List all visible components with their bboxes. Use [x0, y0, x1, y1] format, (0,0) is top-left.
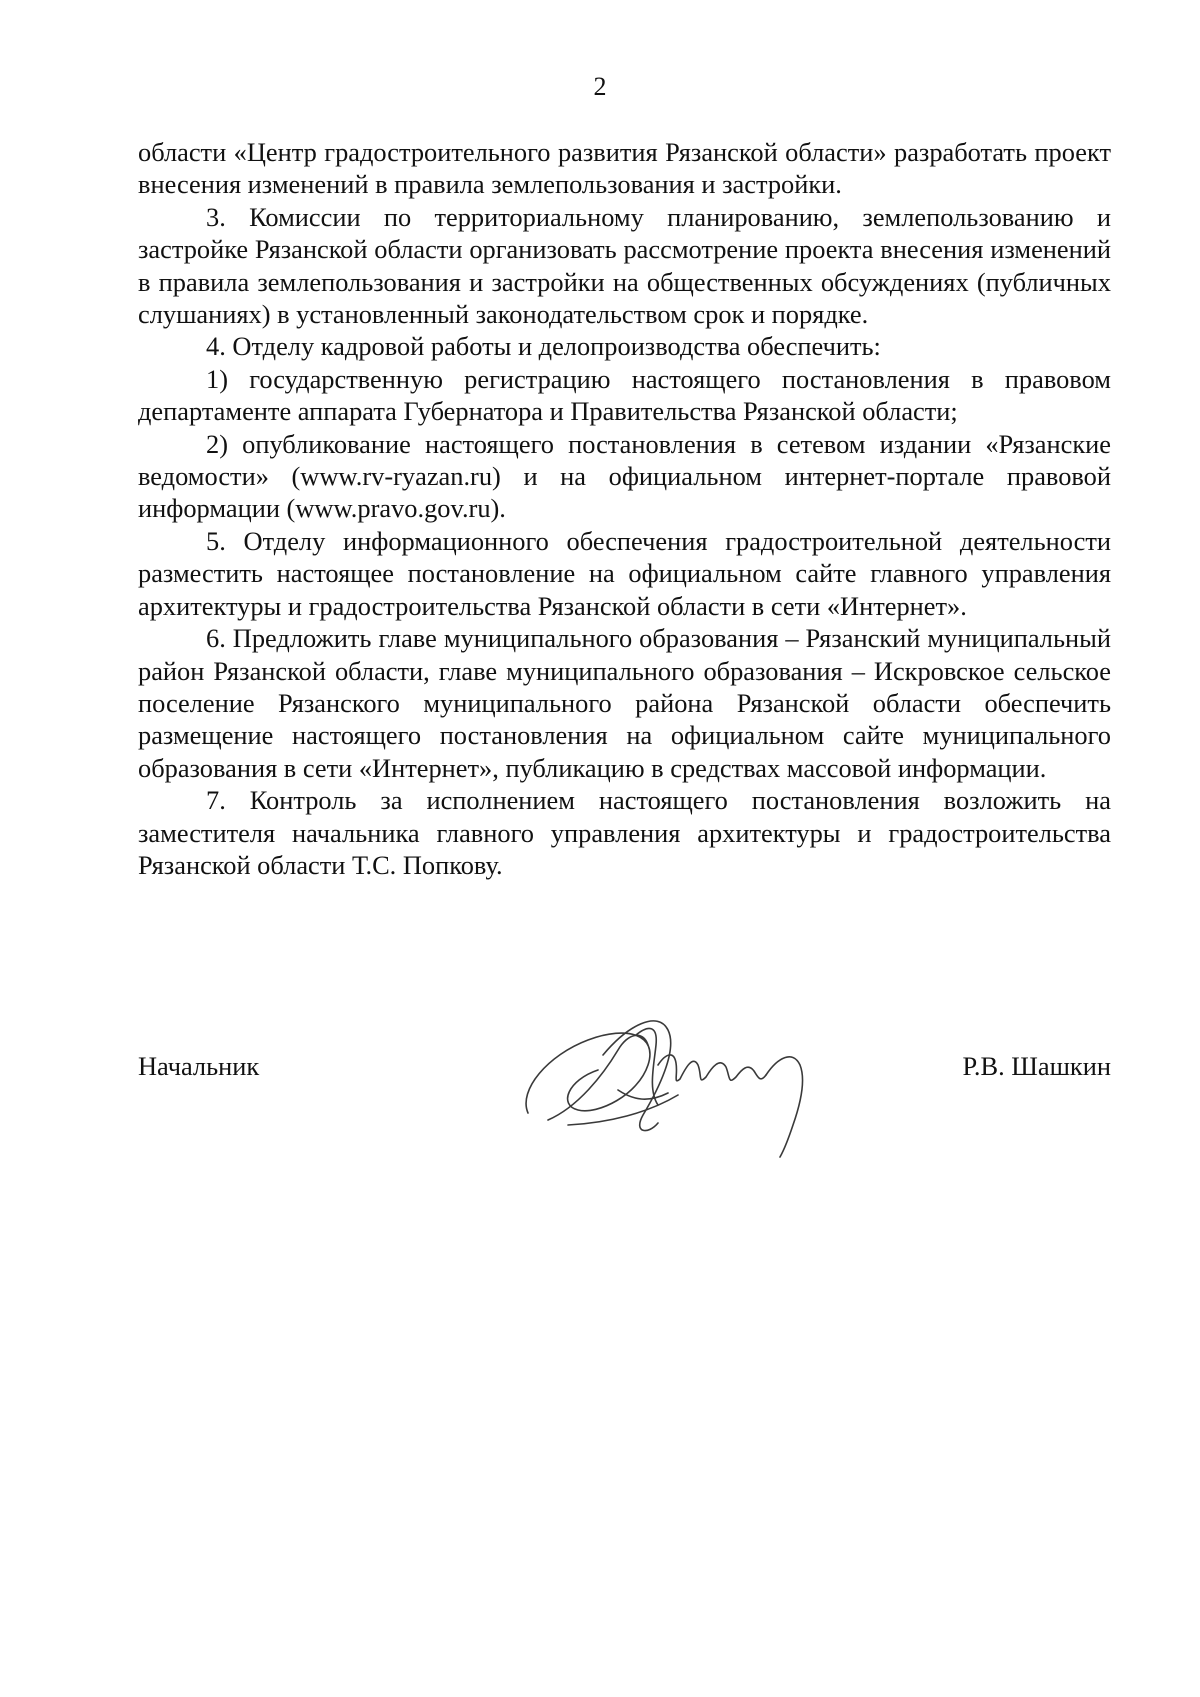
paragraph-text: государственную регистрацию настоящего постановления в правовом департаменте аппарата Губернатора и Правительства Рязанской области; — [138, 363, 1111, 427]
paragraph-item-6 — [138, 622, 1111, 784]
paragraph-text: Комиссии по территориальному планированию, землепользованию и застройке Рязанской области организовать рассмотрение проекта внесения изменений в правила землепользования и застройки на общественных обсуждениях (публичных слушаниях) в установленный законодательством срок и порядке. — [138, 201, 1111, 330]
item-number: 3. — [206, 201, 226, 232]
paragraph-text: Контроль за исполнением настоящего постановления возложить на заместителя начальника главного управления архитектуры и градостроительства Рязанской области Т.С. Попкову. — [138, 785, 1111, 880]
handwritten-signature — [508, 995, 868, 1165]
paragraph-subitem-1 — [138, 363, 1111, 428]
document-body — [138, 136, 1111, 881]
paragraph-text: опубликование настоящего постановления в сетевом издании «Рязанские ведомости» (www.rv-ryazan.ru) и на официальном интернет-портале правовой информации (www.pravo.gov.ru). — [138, 428, 1111, 524]
paragraph-continuation — [138, 136, 1111, 201]
item-number: 6. — [206, 623, 226, 654]
signer-name: Р.В. Шашкин — [962, 1051, 1111, 1081]
paragraph-text: Отделу информационного обеспечения градостроительной деятельности разместить настоящее постановление на официальном сайте главного управления архитектуры и градостроительства Рязанской области в сети «Интернет». — [138, 525, 1111, 621]
paragraph-item-7 — [138, 784, 1111, 881]
paragraph-text: Предложить главе муниципального образования – Рязанский муниципальный район Рязанской области, главе муниципального образования – Искровское сельское поселение Рязанского муниципального района Рязанской области обеспечить размещение настоящего постановления на официальном сайте муниципального образования в сети «Интернет», публикацию в средствах массовой информации. — [138, 623, 1111, 783]
paragraph-item-5 — [138, 525, 1111, 622]
paragraph-item-4 — [138, 330, 1111, 362]
paragraph-text: области «Центр градостроительного развития Рязанской области» разработать проект внесения изменений в правила землепользования и застройки. — [138, 137, 1111, 200]
item-number: 4. — [206, 331, 226, 362]
paragraph-subitem-2 — [138, 428, 1111, 525]
signature-block — [138, 1040, 1111, 1160]
signer-position: Начальник — [138, 1051, 260, 1081]
item-number: 7. — [206, 785, 226, 816]
paragraph-text: Отделу кадровой работы и делопроизводства обеспечить: — [232, 331, 881, 362]
paragraph-item-3 — [138, 201, 1111, 331]
item-number: 2) — [206, 428, 228, 459]
item-number: 5. — [206, 525, 226, 556]
page-number: 2 — [593, 72, 607, 101]
item-number: 1) — [206, 363, 228, 394]
